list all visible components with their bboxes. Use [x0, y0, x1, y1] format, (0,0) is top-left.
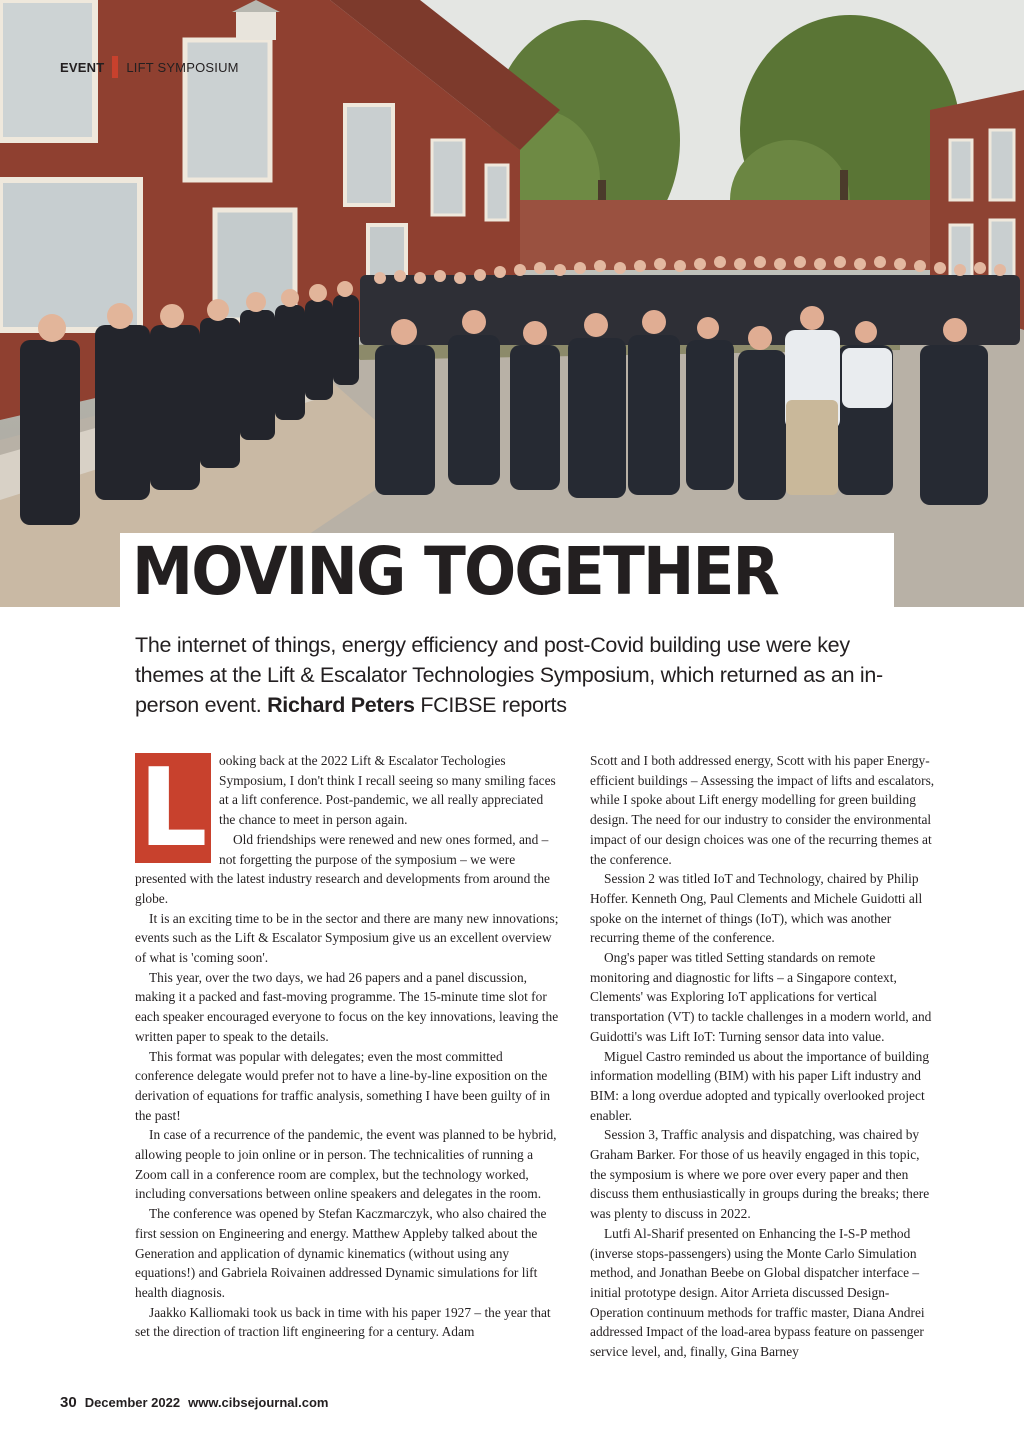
paragraph: This format was popular with delegates; even the most committed conference delegate would prefer not to have a line-by-line exposition on the derivation of equations for traffic analysis, something I have been guilty of in the past!: [135, 1048, 551, 1123]
author-suffix: FCIBSE reports: [420, 693, 567, 717]
section-label: EVENT: [60, 59, 105, 75]
paragraph: Jaakko Kalliomaki took us back in time with his paper 1927 – the year that set the direction of traction lift engineering for a century. Adam: [135, 1304, 551, 1340]
paragraph: This year, over the two days, we had 26 papers and a panel discussion, making it a packed and fast-moving programme. The 15-minute time slot for each speaker encouraged everyone to focus on the key innovations, leaving the written paper to speak to the details.: [135, 969, 559, 1044]
standfirst-text: The internet of things, energy efficiency and post-Covid building use were key themes at the Lift & Escalator Technologies Symposium, which returned as an in-person event.: [135, 633, 883, 717]
paragraph: Lutfi Al-Sharif presented on Enhancing the I-S-P method (inverse stops-passengers) using the Monte Carlo Simulation method, and Jonathan Beebe on Global dispatcher interface – initial prototype design. Aitor Arrieta discussed Design-Operation continuum methods for traffic master, Diana Andrei addressed Impact of the load-area bypass feature on passenger service level, and, finally, Gina Barney: [590, 1225, 925, 1360]
standfirst: [135, 630, 895, 720]
paragraph: Miguel Castro reminded us about the importance of building information modelling (BIM) with his paper Lift industry and BIM: a long overdue adopted and typically overlooked project enabler.: [590, 1048, 930, 1123]
paragraph: It is an exciting time to be in the sector and there are many new innovations; events such as the Lift & Escalator Symposium give us an excellent overview of what is 'coming soon'.: [135, 910, 559, 966]
website-link[interactable]: www.cibsejournal.com: [188, 1395, 329, 1410]
group-photo-illustration: [0, 0, 1024, 610]
article-column-left: [135, 746, 561, 1342]
article-column-right: [590, 751, 936, 1362]
headline: MOVING TOGETHER: [132, 533, 778, 610]
paragraph: Session 2 was titled IoT and Technology, chaired by Philip Hoffer. Kenneth Ong, Paul Clements and Michele Guidotti all spoke on the internet of things (IoT), which was another recurring theme of the conference.: [590, 871, 923, 946]
hero-photo: [0, 0, 1024, 610]
section-topic: LIFT SYMPOSIUM: [126, 59, 239, 75]
paragraph: Session 3, Traffic analysis and dispatching, was chaired by Graham Barker. For those of us heavily engaged in this topic, the symposium is where we pore over every paper and then discuss them enthusiastically in groups during the breaks; there was plenty to discuss in 2022.: [590, 1127, 930, 1222]
page-footer: [60, 1394, 328, 1412]
section-tag: [60, 58, 239, 76]
paragraph: The conference was opened by Stefan Kaczmarczyk, who also chaired the first session on Engineering and energy. Matthew Appleby talked about the Generation and application of dynamic kinematics (without using any equations!) and Gabriela Roivainen addressed Dynamic simulations for lift health diagnosis.: [135, 1206, 547, 1300]
drop-cap: L: [135, 753, 211, 863]
section-divider-bar: [112, 56, 118, 78]
paragraph: ooking back at the 2022 Lift & Escalator Techologies Symposium, I don't think I recall seeing so many smiling faces at a lift conference. Post-pandemic, we all really appreciated the chance to meet in person again.: [219, 753, 556, 828]
issue-date: December 2022: [84, 1395, 181, 1410]
page-number: 30: [60, 1394, 77, 1411]
paragraph: In case of a recurrence of the pandemic, the event was planned to be hybrid, allowing people to join online or in person. The technicalities of running a Zoom call in a conference room are complex, but the technology worked, including conversations between online speakers and delegates in the room.: [135, 1127, 557, 1202]
paragraph: Old friendships were renewed and new ones formed, and – not forgetting the purpose of the symposium – we were presented with the latest industry research and developments from around the globe.: [135, 831, 550, 906]
author-name: Richard Peters: [267, 693, 415, 717]
paragraph: Ong's paper was titled Setting standards on remote monitoring and diagnostic for lifts – a Singapore context, Clements' was Exploring IoT applications for vertical transportation (VT) to tackle challenges in a modern world, and Guidotti's was Lift IoT: Turning sensor data into value.: [590, 950, 932, 1044]
headline-box: [120, 533, 894, 610]
paragraph: Scott and I both addressed energy, Scott with his paper Energy-efficient buildings – Assessing the impact of lifts and escalators, while I spoke about Lift energy modelling for green building design. The need for our industry to consider the environmental impact of our design choices was one of the recurring themes at the conference.: [590, 753, 935, 867]
